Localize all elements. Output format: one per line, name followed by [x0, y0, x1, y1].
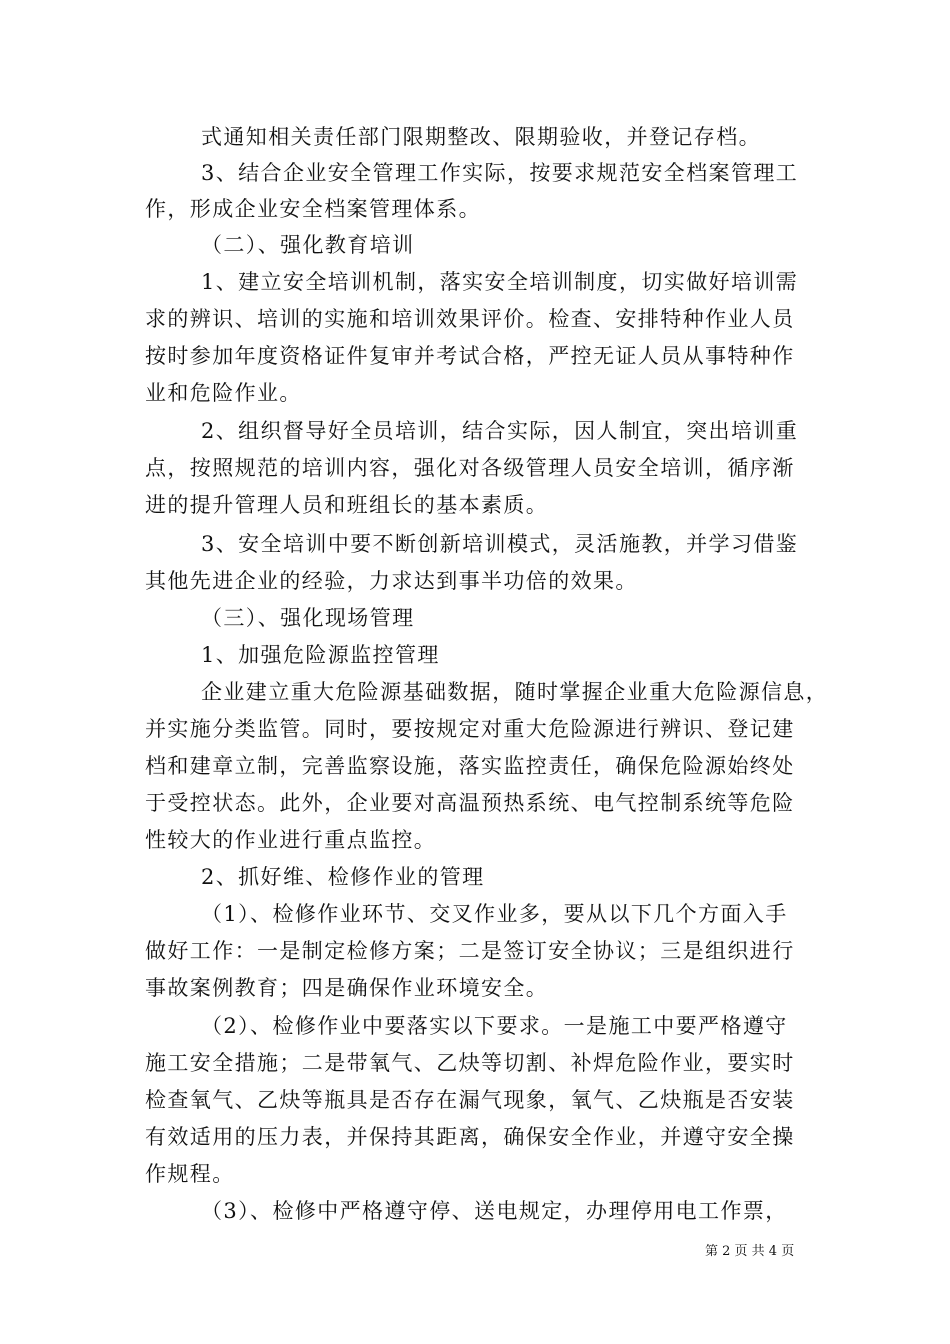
text-line: 做好工作：一是制定检修方案；二是签订安全协议；三是组织进行 [145, 939, 795, 963]
text-line: 点，按照规范的培训内容，强化对各级管理人员安全培训，循序渐 [145, 456, 795, 480]
page-number: 第 2 页 共 4 页 [705, 1244, 795, 1259]
text-line: 于受控状态。此外，企业要对高温预热系统、电气控制系统等危险 [145, 791, 795, 815]
text-line: （1）、检修作业环节、交叉作业多，要从以下几个方面入手 [201, 902, 788, 926]
text-line: 作，形成企业安全档案管理体系。 [145, 197, 481, 221]
text-line: 3、安全培训中要不断创新培训模式，灵活施教，并学习借鉴 [201, 532, 799, 556]
text-line: 作规程。 [145, 1162, 235, 1186]
text-line: （3）、检修中严格遵守停、送电规定，办理停用电工作票， [201, 1199, 788, 1223]
text-line: 有效适用的压力表，并保持其距离，确保安全作业，并遵守安全操 [145, 1125, 795, 1149]
text-line: 业和危险作业。 [145, 381, 302, 405]
text-line: 按时参加年度资格证件复审并考试合格，严控无证人员从事特种作 [145, 344, 795, 368]
text-line: 档和建章立制，完善监察设施，落实监控责任，确保危险源始终处 [145, 754, 795, 778]
text-line: 施工安全措施；二是带氧气、乙炔等切割、补焊危险作业，要实时 [145, 1051, 795, 1075]
text-line: 3、结合企业安全管理工作实际，按要求规范安全档案管理工 [201, 161, 799, 185]
section-heading: （二）、强化教育培训 [201, 233, 415, 257]
text-line: 式通知相关责任部门限期整改、限期验收，并登记存档。 [201, 125, 761, 149]
text-line: 性较大的作业进行重点监控。 [145, 828, 437, 852]
text-line: 2、抓好维、检修作业的管理 [201, 865, 485, 889]
text-line: 1、加强危险源监控管理 [201, 643, 440, 667]
text-line: 求的辨识、培训的实施和培训效果评价。检查、安排特种作业人员 [145, 307, 795, 331]
text-line: 检查氧气、乙炔等瓶具是否存在漏气现象，氧气、乙炔瓶是否安装 [145, 1088, 795, 1112]
section-heading: （三）、强化现场管理 [201, 606, 415, 630]
text-line: 事故案例教育；四是确保作业环境安全。 [145, 976, 549, 1000]
text-line: 企业建立重大危险源基础数据，随时掌握企业重大危险源信息， [201, 680, 829, 704]
text-line: 1、建立安全培训机制，落实安全培训制度，切实做好培训需 [201, 270, 799, 294]
text-line: 2、组织督导好全员培训，结合实际，因人制宜，突出培训重 [201, 419, 799, 443]
text-line: 其他先进企业的经验，力求达到事半功倍的效果。 [145, 569, 638, 593]
text-line: 进的提升管理人员和班组长的基本素质。 [145, 493, 549, 517]
text-line: （2）、检修作业中要落实以下要求。一是施工中要严格遵守 [201, 1014, 788, 1038]
text-line: 并实施分类监管。同时，要按规定对重大危险源进行辨识、登记建 [145, 717, 795, 741]
